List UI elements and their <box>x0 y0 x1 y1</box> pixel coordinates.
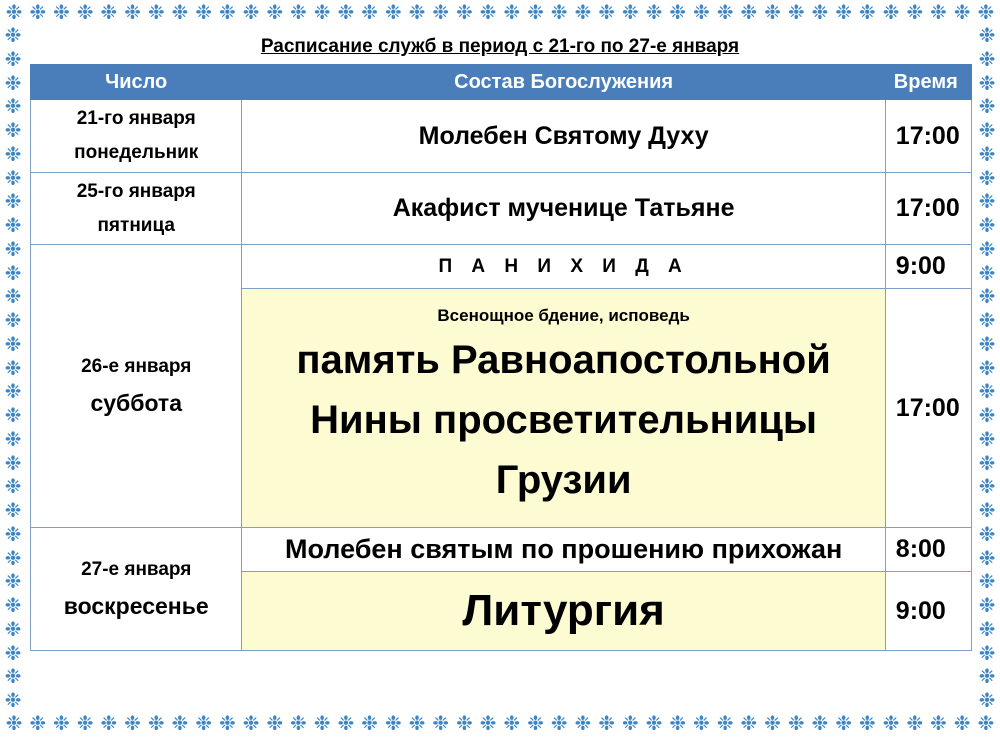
snowflake-icon: ❉ <box>693 713 710 735</box>
snowflake-border-left <box>0 26 26 711</box>
snowflake-icon: ❉ <box>4 191 22 214</box>
snowflake-icon: ❉ <box>432 2 450 24</box>
date-cell <box>31 528 242 651</box>
snowflake-icon: ❉ <box>858 713 876 735</box>
snowflake-icon: ❉ <box>5 2 23 24</box>
snowflake-icon: ❉ <box>4 547 22 570</box>
snowflake-icon: ❉ <box>978 72 996 95</box>
snowflake-icon: ❉ <box>171 713 189 735</box>
snowflake-icon: ❉ <box>53 2 70 24</box>
snowflake-icon: ❉ <box>503 713 521 735</box>
snowflake-icon: ❉ <box>242 713 260 735</box>
snowflake-icon: ❉ <box>29 713 47 735</box>
snowflake-icon: ❉ <box>313 713 331 735</box>
snowflake-icon: ❉ <box>669 2 687 24</box>
table-header-row <box>31 65 972 100</box>
snowflake-icon: ❉ <box>5 713 23 735</box>
date-cell <box>31 173 242 245</box>
table-row <box>31 245 972 289</box>
snowflake-icon: ❉ <box>787 713 805 735</box>
service-cell: Акафист мученице Татьяне <box>242 173 885 245</box>
snowflake-icon: ❉ <box>550 713 568 735</box>
snowflake-icon: ❉ <box>527 2 544 24</box>
header-time: Время <box>885 65 971 100</box>
snowflake-icon: ❉ <box>384 2 402 24</box>
snowflake-icon: ❉ <box>218 2 236 24</box>
time-cell: 17:00 <box>885 289 971 528</box>
snowflake-icon: ❉ <box>4 333 22 356</box>
snowflake-icon: ❉ <box>4 618 22 641</box>
snowflake-icon: ❉ <box>124 713 141 735</box>
schedule-table <box>30 64 972 651</box>
snowflake-icon: ❉ <box>408 713 426 735</box>
snowflake-icon: ❉ <box>978 191 996 214</box>
snowflake-icon: ❉ <box>716 713 734 735</box>
header-date: Число <box>31 65 242 100</box>
service-title: память Равноапостольной Нины просветительницы Грузии <box>296 338 831 502</box>
time-cell: 9:00 <box>885 245 971 289</box>
snowflake-icon: ❉ <box>4 262 22 285</box>
snowflake-icon: ❉ <box>384 713 402 735</box>
service-subtitle: Всенощное бдение, исповедь <box>437 306 690 325</box>
snowflake-icon: ❉ <box>4 500 22 522</box>
snowflake-icon: ❉ <box>455 713 473 735</box>
snowflake-icon: ❉ <box>977 713 995 735</box>
snowflake-icon: ❉ <box>978 333 996 356</box>
snowflake-icon: ❉ <box>4 666 22 689</box>
snowflake-icon: ❉ <box>290 2 307 24</box>
snowflake-icon: ❉ <box>977 2 995 24</box>
header-service: Состав Богослужения <box>242 65 885 100</box>
snowflake-icon: ❉ <box>76 713 94 735</box>
snowflake-icon: ❉ <box>361 2 378 24</box>
snowflake-icon: ❉ <box>978 143 996 166</box>
snowflake-icon: ❉ <box>978 215 996 237</box>
snowflake-icon: ❉ <box>906 2 924 24</box>
snowflake-icon: ❉ <box>978 167 996 190</box>
snowflake-icon: ❉ <box>527 713 544 735</box>
snowflake-icon: ❉ <box>978 690 996 712</box>
snowflake-icon: ❉ <box>218 713 236 735</box>
snowflake-icon: ❉ <box>978 571 996 594</box>
snowflake-icon: ❉ <box>740 713 758 735</box>
snowflake-icon: ❉ <box>598 2 615 24</box>
snowflake-icon: ❉ <box>978 642 996 665</box>
snowflake-icon: ❉ <box>100 713 118 735</box>
snowflake-icon: ❉ <box>978 500 996 522</box>
snowflake-icon: ❉ <box>978 476 996 499</box>
snowflake-icon: ❉ <box>266 713 284 735</box>
service-cell-highlighted: Литургия <box>242 572 885 651</box>
snowflake-icon: ❉ <box>171 2 189 24</box>
weekday-text: воскресенье <box>63 593 209 619</box>
snowflake-icon: ❉ <box>4 48 22 71</box>
snowflake-icon: ❉ <box>978 428 996 451</box>
weekday-text: понедельник <box>74 142 199 163</box>
snowflake-icon: ❉ <box>503 2 521 24</box>
weekday-text: суббота <box>90 390 182 416</box>
snowflake-icon: ❉ <box>313 2 331 24</box>
service-cell: Молебен Святому Духу <box>242 100 885 173</box>
snowflake-icon: ❉ <box>882 713 900 735</box>
snowflake-icon: ❉ <box>455 2 473 24</box>
snowflake-icon: ❉ <box>479 2 497 24</box>
snowflake-icon: ❉ <box>4 96 22 119</box>
snowflake-icon: ❉ <box>645 2 663 24</box>
snowflake-border-bottom <box>0 711 1000 737</box>
snowflake-icon: ❉ <box>978 262 996 285</box>
snowflake-icon: ❉ <box>811 2 829 24</box>
snowflake-icon: ❉ <box>978 310 996 332</box>
snowflake-icon: ❉ <box>4 405 22 427</box>
service-cell: П А Н И Х И Д А <box>242 245 885 289</box>
snowflake-icon: ❉ <box>811 713 829 735</box>
snowflake-icon: ❉ <box>978 381 996 404</box>
snowflake-icon: ❉ <box>4 72 22 95</box>
snowflake-icon: ❉ <box>124 2 141 24</box>
snowflake-icon: ❉ <box>4 595 22 617</box>
snowflake-icon: ❉ <box>408 2 426 24</box>
time-cell: 8:00 <box>885 528 971 572</box>
snowflake-icon: ❉ <box>4 690 22 712</box>
snowflake-icon: ❉ <box>4 238 22 261</box>
snowflake-icon: ❉ <box>266 2 284 24</box>
time-cell: 17:00 <box>885 173 971 245</box>
snowflake-icon: ❉ <box>147 2 165 24</box>
snowflake-icon: ❉ <box>598 713 615 735</box>
snowflake-icon: ❉ <box>978 666 996 689</box>
snowflake-icon: ❉ <box>858 2 876 24</box>
snowflake-icon: ❉ <box>337 2 355 24</box>
snowflake-icon: ❉ <box>4 143 22 166</box>
snowflake-icon: ❉ <box>4 286 22 309</box>
snowflake-icon: ❉ <box>100 2 118 24</box>
snowflake-icon: ❉ <box>953 2 971 24</box>
service-cell: Молебен святым по прошению прихожан <box>242 528 885 572</box>
snowflake-icon: ❉ <box>4 476 22 499</box>
snowflake-icon: ❉ <box>242 2 260 24</box>
snowflake-icon: ❉ <box>4 452 22 475</box>
snowflake-icon: ❉ <box>978 357 996 380</box>
snowflake-icon: ❉ <box>978 120 996 142</box>
snowflake-icon: ❉ <box>550 2 568 24</box>
snowflake-icon: ❉ <box>4 310 22 332</box>
snowflake-icon: ❉ <box>930 2 947 24</box>
snowflake-icon: ❉ <box>76 2 94 24</box>
snowflake-icon: ❉ <box>978 523 996 546</box>
snowflake-icon: ❉ <box>978 96 996 119</box>
snowflake-icon: ❉ <box>479 713 497 735</box>
snowflake-icon: ❉ <box>764 2 781 24</box>
snowflake-icon: ❉ <box>764 713 781 735</box>
snowflake-icon: ❉ <box>835 713 852 735</box>
service-cell-highlighted <box>242 289 885 528</box>
snowflake-icon: ❉ <box>978 405 996 427</box>
date-text: 26-е января <box>81 356 192 377</box>
snowflake-icon: ❉ <box>4 167 22 190</box>
snowflake-icon: ❉ <box>195 713 212 735</box>
snowflake-icon: ❉ <box>4 523 22 546</box>
snowflake-icon: ❉ <box>574 2 592 24</box>
snowflake-icon: ❉ <box>147 713 165 735</box>
snowflake-icon: ❉ <box>645 713 663 735</box>
snowflake-icon: ❉ <box>953 713 971 735</box>
snowflake-icon: ❉ <box>978 286 996 309</box>
snowflake-icon: ❉ <box>978 48 996 71</box>
snowflake-icon: ❉ <box>337 713 355 735</box>
snowflake-icon: ❉ <box>4 642 22 665</box>
snowflake-icon: ❉ <box>978 547 996 570</box>
snowflake-icon: ❉ <box>621 2 639 24</box>
snowflake-icon: ❉ <box>574 713 592 735</box>
date-text: 27-е января <box>81 559 192 580</box>
snowflake-icon: ❉ <box>978 618 996 641</box>
snowflake-icon: ❉ <box>716 2 734 24</box>
snowflake-icon: ❉ <box>432 713 450 735</box>
weekday-text: пятница <box>97 214 175 236</box>
snowflake-icon: ❉ <box>290 713 307 735</box>
snowflake-icon: ❉ <box>787 2 805 24</box>
snowflake-icon: ❉ <box>835 2 852 24</box>
snowflake-icon: ❉ <box>882 2 900 24</box>
snowflake-icon: ❉ <box>978 25 996 47</box>
snowflake-icon: ❉ <box>906 713 924 735</box>
time-cell: 9:00 <box>885 572 971 651</box>
snowflake-icon: ❉ <box>930 713 947 735</box>
snowflake-icon: ❉ <box>978 595 996 617</box>
snowflake-icon: ❉ <box>29 2 47 24</box>
snowflake-icon: ❉ <box>361 713 378 735</box>
snowflake-icon: ❉ <box>4 25 22 47</box>
page-title: Расписание служб в период с 21-го по 27-е января <box>260 36 740 57</box>
snowflake-icon: ❉ <box>4 120 22 142</box>
table-row <box>31 528 972 572</box>
snowflake-icon: ❉ <box>693 2 710 24</box>
snowflake-border-top <box>0 0 1000 26</box>
snowflake-icon: ❉ <box>621 713 639 735</box>
date-text: 25-го января <box>76 180 196 202</box>
snowflake-icon: ❉ <box>669 713 687 735</box>
date-cell <box>31 245 242 528</box>
snowflake-icon: ❉ <box>4 381 22 404</box>
snowflake-icon: ❉ <box>4 357 22 380</box>
time-cell: 17:00 <box>885 100 971 173</box>
snowflake-icon: ❉ <box>53 713 70 735</box>
table-row <box>31 173 972 245</box>
table-row <box>31 100 972 173</box>
date-text: 21-го января <box>76 108 196 129</box>
snowflake-icon: ❉ <box>4 428 22 451</box>
snowflake-icon: ❉ <box>195 2 212 24</box>
snowflake-icon: ❉ <box>978 452 996 475</box>
snowflake-icon: ❉ <box>4 215 22 237</box>
snowflake-border-right <box>974 26 1000 711</box>
snowflake-icon: ❉ <box>740 2 758 24</box>
date-cell <box>31 100 242 173</box>
snowflake-icon: ❉ <box>4 571 22 594</box>
snowflake-icon: ❉ <box>978 238 996 261</box>
